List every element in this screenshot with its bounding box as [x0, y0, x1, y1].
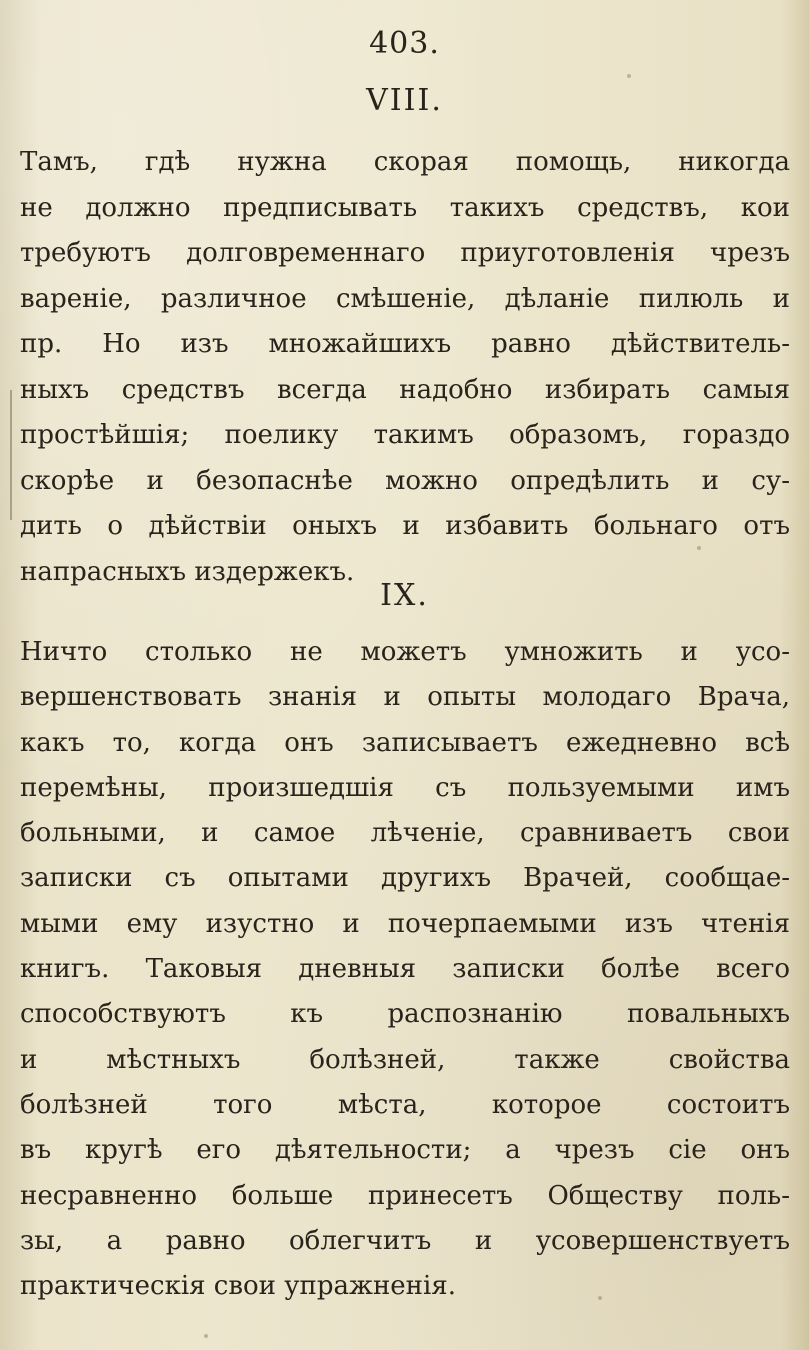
text-line: болѣзней того мѣста, которое состоитъ — [20, 1089, 790, 1120]
text-line: Тамъ, гдѣ нужна скорая помощь, никогда — [20, 147, 790, 177]
section-heading-viii: VIII. — [366, 83, 443, 118]
text-line: напрасныхъ издержекъ. — [20, 556, 355, 587]
text-line: вершенствовать знанія и опыты молодаго Врача, — [20, 682, 790, 713]
text-line: перемѣны, произшедшія съ пользуемыми имъ — [20, 772, 790, 803]
text-line: и мѣстныхъ болѣзней, также свойства — [20, 1044, 790, 1075]
page-number: 403. — [369, 26, 440, 61]
paper-speck — [204, 1334, 208, 1338]
text-line: практическія свои упражненія. — [20, 1271, 456, 1302]
text-line: способствуютъ къ распознанію повальныхъ — [20, 999, 790, 1030]
text-line: простѣйшія; поелику такимъ образомъ, гораздо — [20, 420, 790, 450]
text-line: пр. Но изъ множайшихъ равно дѣйствитель- — [20, 329, 790, 359]
text-line: мыми ему изустно и почерпаемыми изъ чтенія — [20, 908, 790, 939]
text-line: несравненно больше принесетъ Обществу поль- — [20, 1180, 790, 1211]
paper-speck — [598, 1296, 602, 1300]
paper-speck — [627, 74, 631, 78]
paper-speck — [697, 546, 701, 550]
text-line: не должно предписывать такихъ средствъ, кои — [20, 192, 790, 223]
text-line: вареніе, различное смѣшеніе, дѣланіе пилюль и — [20, 283, 790, 314]
text-line: больными, и самое лѣченіе, сравниваетъ свои — [20, 818, 790, 849]
paragraph-section-viii — [20, 140, 790, 595]
binding-edge-mark — [10, 390, 12, 520]
text-line: скорѣе и безопаснѣе можно опредѣлить и су- — [20, 465, 790, 496]
text-line: зы, а равно облегчитъ и усовершенствуетъ — [20, 1225, 790, 1256]
section-heading-ix: IX. — [380, 578, 429, 613]
text-line: требуютъ долговременнаго приуготовленія чрезъ — [20, 238, 790, 268]
text-line: въ кругѣ его дѣятельности; а чрезъ сіе онъ — [20, 1135, 790, 1166]
text-line: Ничто столько не можетъ умножить и усо- — [20, 637, 790, 667]
text-line: записки съ опытами другихъ Врачей, сообщае- — [20, 863, 790, 894]
text-line: дить о дѣйствіи оныхъ и избавить больнаго отъ — [20, 511, 790, 541]
text-line: книгъ. Таковыя дневныя записки болѣе всего — [20, 954, 790, 985]
text-line: какъ то, когда онъ записываетъ ежедневно всѣ — [20, 727, 790, 758]
text-line: ныхъ средствъ всегда надобно избирать самыя — [20, 374, 790, 405]
paragraph-section-ix — [20, 630, 790, 1309]
